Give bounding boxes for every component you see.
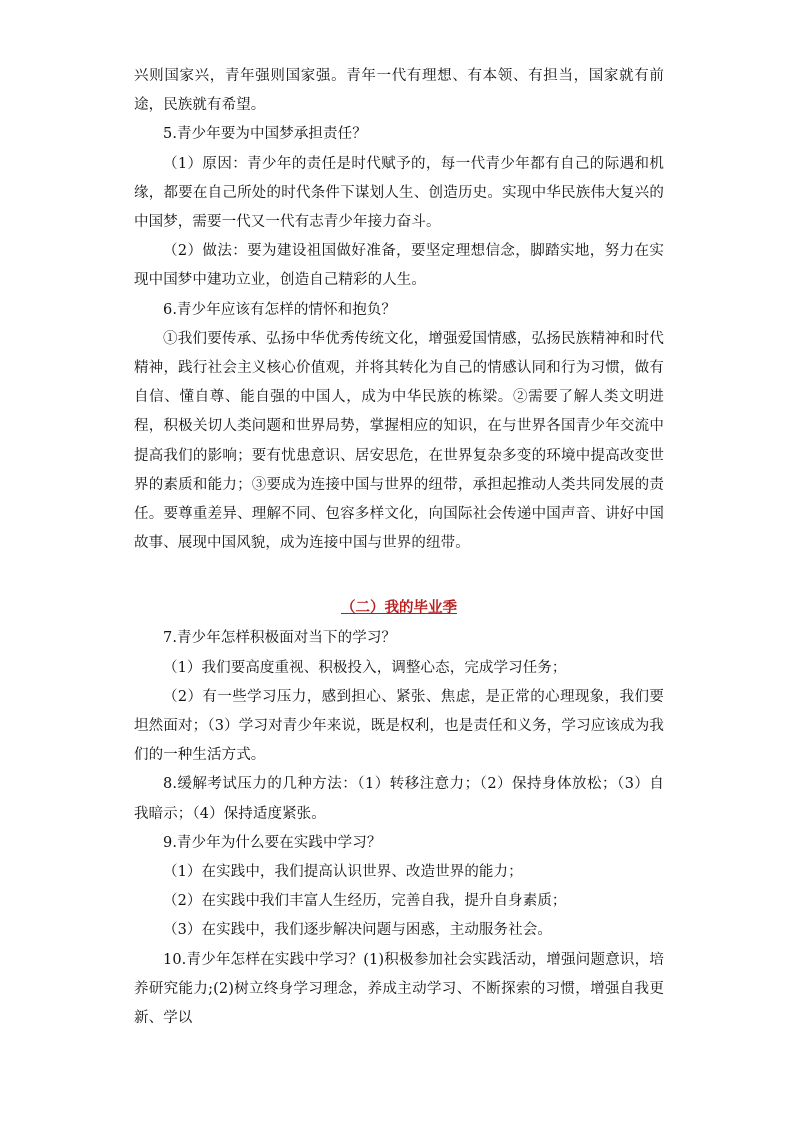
paragraph: （1）原因：青少年的责任是时代赋予的，每一代青少年都有自己的际遇和机缘，都要在自己所处的时代条件下谋划人生、创造历史。实现中华民族伟大复兴的中国梦，需要一代又一代有志青少年接力奋斗。: [134, 155, 664, 231]
question-heading: 9.青少年为什么要在实践中学习？: [163, 834, 382, 851]
paragraph: （2）有一些学习压力，感到担心、紧张、焦虑，是正常的心理现象，我们要坦然面对；（3）学习对青少年来说，既是权利，也是责任和义务，学习应该成为我们的一种生活方式。: [134, 688, 664, 764]
section-spacer: [134, 558, 664, 593]
paragraph: （2）在实践中我们丰富人生经历，完善自我，提升自身素质；: [163, 893, 567, 910]
paragraph: 10.青少年怎样在实践中学习？(1)积极参加社会实践活动，增强问题意识，培养研究能力;(2)树立终身学习理念，养成主动学习、不断探索的习惯，增强自我更新、学以: [134, 951, 664, 1027]
question-heading: 7.青少年怎样积极面对当下的学习？: [163, 630, 397, 647]
paragraph: （1）我们要高度重视、积极投入，调整心态，完成学习任务；: [163, 659, 567, 676]
section-title: （二）我的毕业季: [341, 599, 457, 617]
paragraph: ①我们要传承、弘扬中华优秀传统文化，增强爱国情感，弘扬民族精神和时代精神，践行社会主义核心价值观，并将其转化为自己的情感认同和行为习惯，做有自信、懂自尊、能自强的中国人，成为中华民族的栋梁。②需要了解人类文明进程，积极关切人类问题和世界局势，掌握相应的知识，在与世界各国青少年交流中提高我们的影响；要有忧患意识、居安思危，在世界复杂多变的环境中提高改变世界的素质和能力；③要成为连接中国与世界的纽带，承担起推动人类共同发展的责任。要尊重差异、理解不同、包容多样文化，向国际社会传递中国声音、讲好中国故事、展现中国风貌，成为连接中国与世界的纽带。: [134, 330, 664, 552]
paragraph: 兴则国家兴，青年强则国家强。青年一代有理想、有本领、有担当，国家就有前途，民族就有希望。: [134, 68, 664, 114]
question-heading: 5.青少年要为中国梦承担责任？: [163, 126, 367, 143]
paragraph: 8.缓解考试压力的几种方法：（1）转移注意力；（2）保持身体放松；（3）自我暗示；（4）保持适度紧张。: [134, 776, 664, 822]
paragraph: （3）在实践中，我们逐步解决问题与困惑，主动服务社会。: [163, 922, 552, 939]
question-heading: 6.青少年应该有怎样的情怀和抱负？: [163, 301, 397, 318]
paragraph: （1）在实践中，我们提高认识世界、改造世界的能力；: [163, 864, 523, 881]
paragraph: （2）做法：要为建设祖国做好准备，要坚定理想信念，脚踏实地，努力在实现中国梦中建功立业，创造自己精彩的人生。: [134, 243, 664, 289]
